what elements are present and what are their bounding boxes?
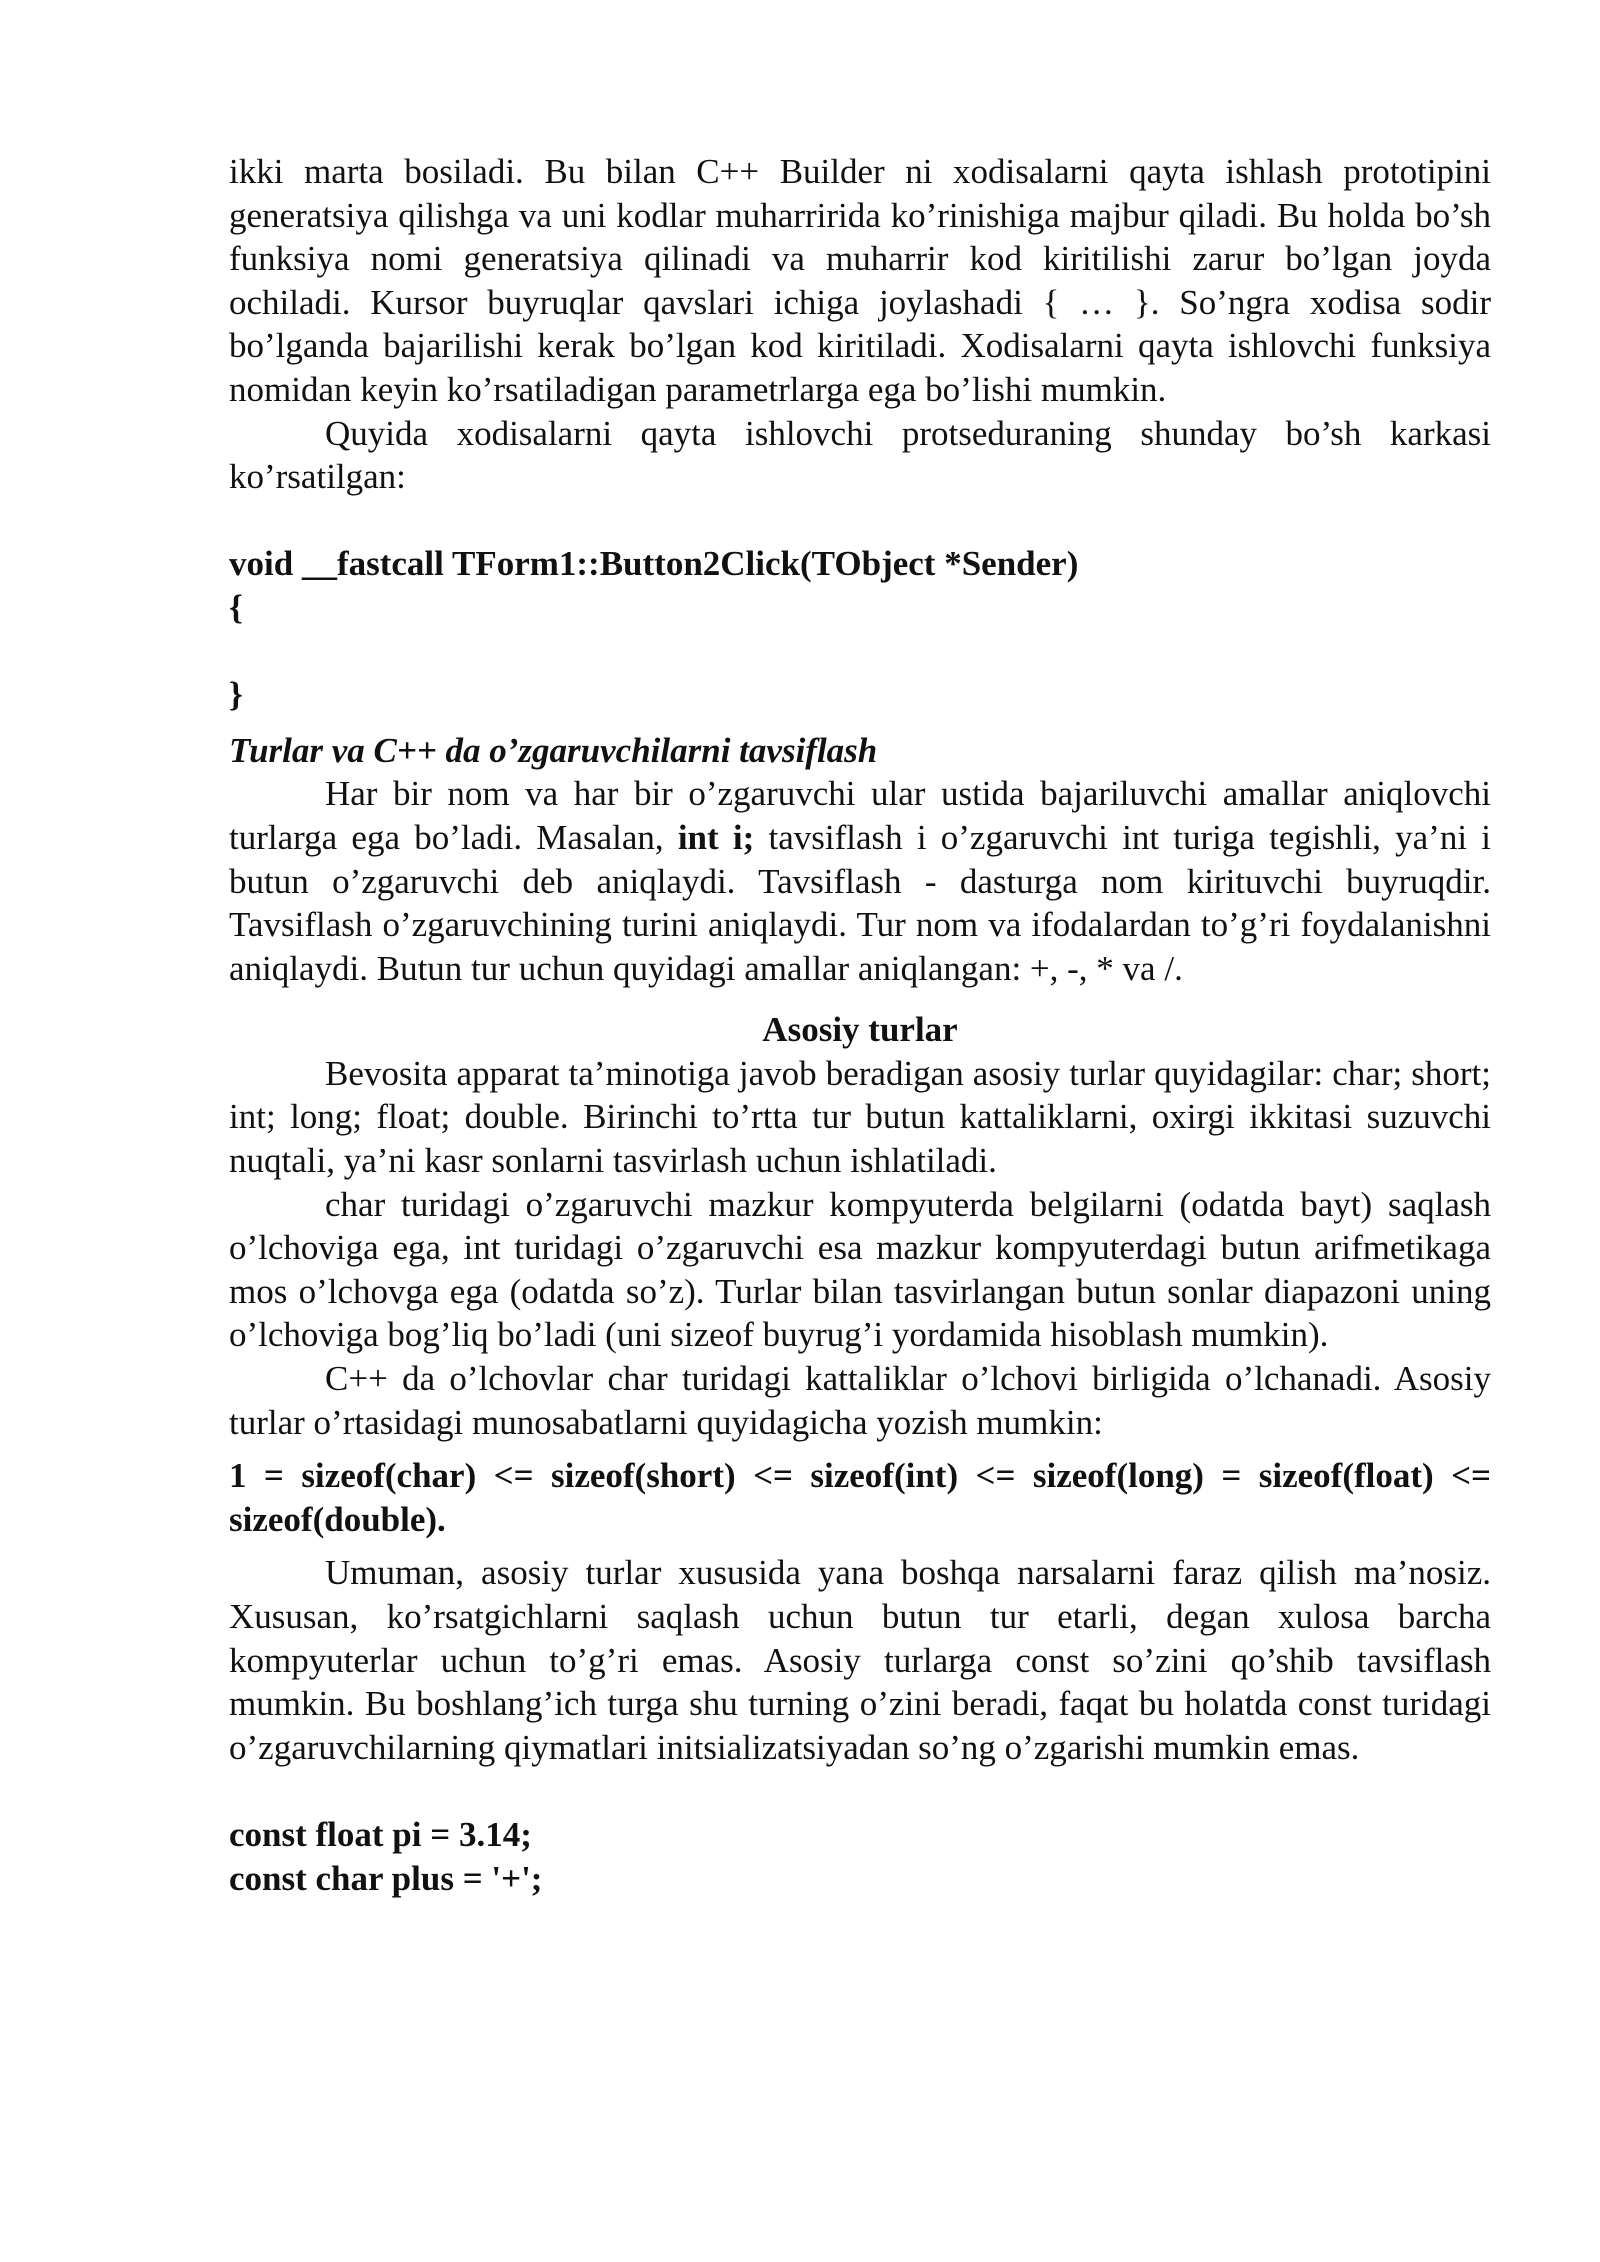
section-heading-types-declaration: Turlar va C++ da o’zgaruvchilarni tavsiflash: [229, 730, 878, 770]
paragraph-char-int-size: char turidagi o’zgaruvchi mazkur kompyuterda belgilarni (odatda bayt) saqlash o’lchoviga ega, int turidagi o’zgaruvchi esa mazkur kompyuterdagi butun arifmetikaga mos o’lchovga ega (odatda so’z). Turlar bilan tasvirlangan butun sonlar diapazoni uning o’lchoviga bog’liq bo’ladi (uni sizeof buyrug’i yordamida hisoblash mumkin).: [229, 1184, 1491, 1355]
inline-code-int-i: int i;: [677, 817, 755, 857]
paragraph-const-types: Umuman, asosiy turlar xususida yana boshqa narsalarni faraz qilish ma’nosiz. Xususan, ko’rsatgichlarni saqlash uchun butun tur etarli, degan xulosa barcha kompyuterlar uchun to’g’ri emas. Asosiy turlarga const so’zini qo’shib tavsiflash mumkin. Bu boshlang’ich turga shu turning o’zini beradi, faqat bu holatda const turidagi o’zgaruvchilarning qiymatlari initsializatsiyadan so’ng o’zgarishi mumkin emas.: [229, 1553, 1491, 1767]
section-heading-basic-types: Asosiy turlar: [762, 1010, 958, 1050]
paragraph-types-declaration: [229, 772, 1491, 990]
code-line-function-signature: void __fastcall TForm1::Button2Click(TObject *Sender): [229, 544, 1079, 584]
spacer: [229, 630, 1491, 674]
paragraph-text: Har bir nom va har bir o’zgaruvchi ular ustida bajariluvchi amallar aniqlovchi turlarga ega bo’ladi. Masalan,: [229, 774, 1491, 857]
paragraph-basic-types-list: Bevosita apparat ta’minotiga javob beradigan asosiy turlar quyidagilar: char; short; int; long; float; double. Birinchi to’rtta tur butun kattaliklarni, oxirgi ikkitasi suzuvchi nuqtali, ya’ni kasr sonlarni tasvirlash uchun ishlatiladi.: [229, 1053, 1491, 1181]
spacer: [229, 499, 1491, 543]
sizeof-formula: 1 = sizeof(char) <= sizeof(short) <= sizeof(int) <= sizeof(long) = sizeof(float) <= sizeof(double).: [229, 1456, 1491, 1539]
paragraph-event-handler-intro: ikki marta bosiladi. Bu bilan C++ Builder ni xodisalarni qayta ishlash prototipini generatsiya qilishga va uni kodlar muharririda ko’rinishiga majbur qiladi. Bu holda bo’sh funksiya nomi generatsiya qilinadi va muharrir kod kiritilishi zarur bo’lgan joyda ochiladi. Kursor buyruqlar qavslari ichiga joylashadi { … }. So’ngra xodisa sodir bo’lganda bajarilishi kerak bo’lgan kod kiritiladi. Xodisalarni qayta ishlovchi funksiya nomidan keyin ko’rsatiladigan parametrlarga ega bo’lishi mumkin.: [229, 152, 1491, 409]
code-line-const-char: const char plus = '+';: [229, 1858, 543, 1898]
code-line-open-brace: {: [229, 587, 243, 627]
code-line-const-float: const float pi = 3.14;: [229, 1814, 532, 1854]
paragraph-text: tavsiflash i o’zgaruvchi int turiga tegishli, ya’ni i butun o’zgaruvchi deb aniqlaydi. Tavsiflash - dasturga nom kirituvchi buyruqdir. Tavsiflash o’zgaruvchining turini aniqlaydi. Tur nom va ifodalardan to’g’ri foydalanishni aniqlaydi. Butun tur uchun quyidagi amallar aniqlangan: +, -, * va /.: [229, 817, 1491, 988]
paragraph-size-relations: C++ da o’lchovlar char turidagi kattaliklar o’lchovi birligida o’lchanadi. Asosiy turlar o’rtasidagi munosabatlarni quyidagicha yozish mumkin:: [229, 1359, 1491, 1442]
paragraph-empty-skeleton: Quyida xodisalarni qayta ishlovchi protseduraning shunday bo’sh karkasi ko’rsatilgan:: [229, 413, 1491, 497]
spacer: [229, 1769, 1491, 1813]
document-page: [229, 150, 1491, 1900]
code-line-close-brace: }: [229, 675, 243, 715]
